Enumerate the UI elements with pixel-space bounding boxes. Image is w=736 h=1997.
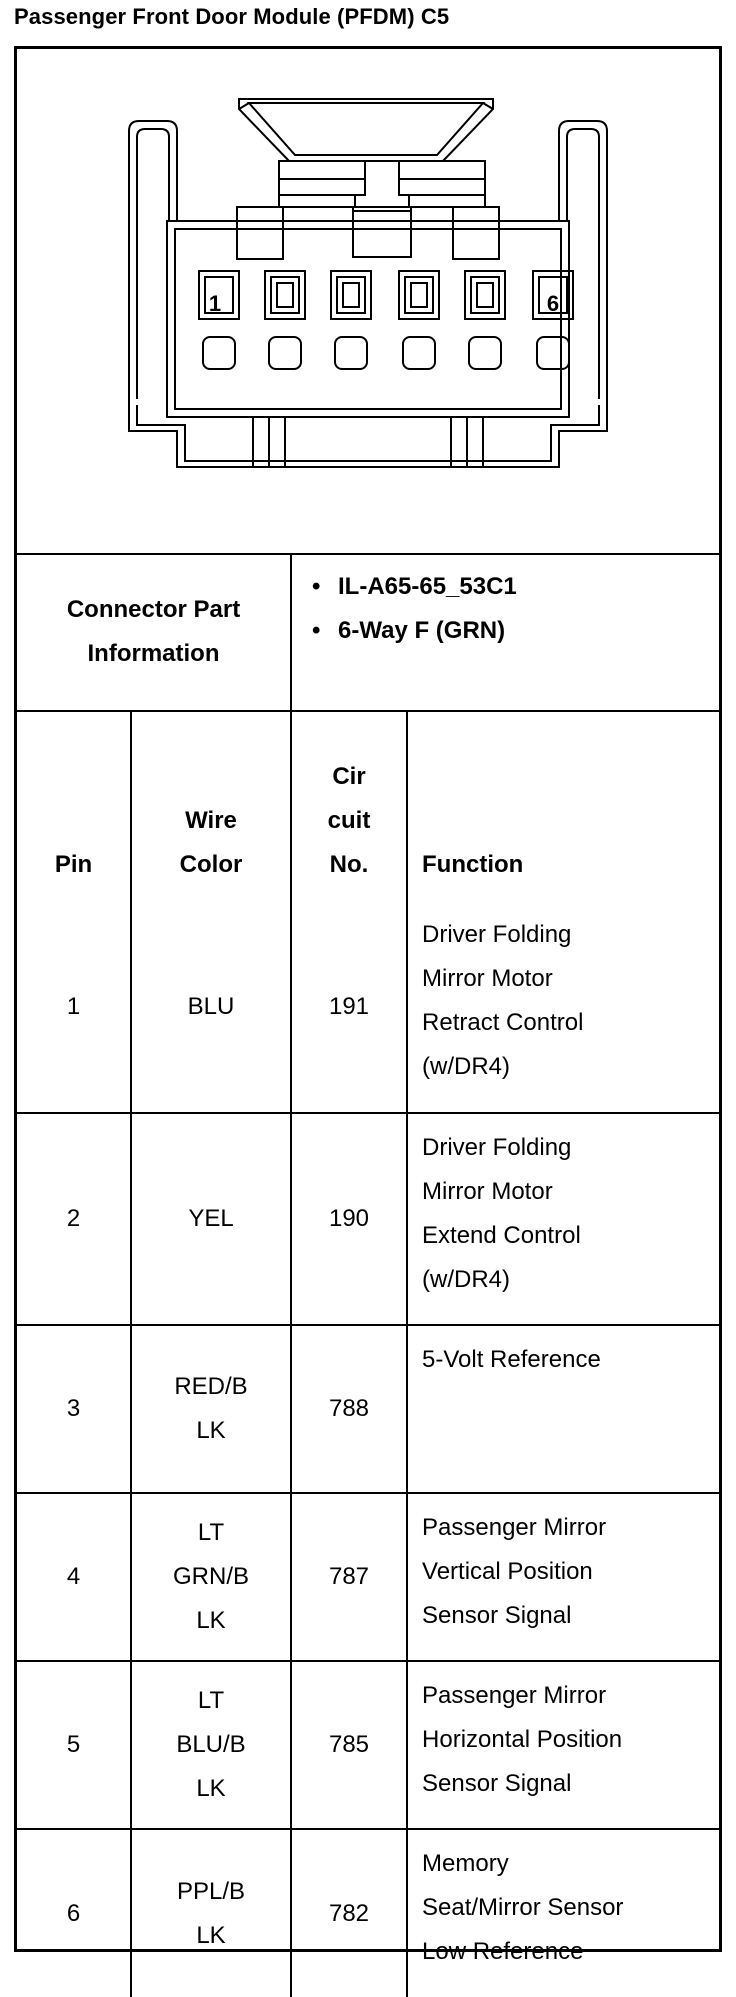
cell-circuit-number: 788: [291, 1325, 407, 1493]
cell-pin: 1: [17, 901, 131, 1113]
header-row: [17, 711, 719, 901]
header-circuit-number: Cir cuit No.: [291, 711, 407, 901]
cell-function: Driver Folding Mirror Motor Extend Control (w/DR4): [407, 1113, 719, 1325]
table-row: [17, 1829, 719, 1997]
cell-function: 5-Volt Reference: [407, 1325, 719, 1493]
terminal-lock-slot: [335, 337, 367, 369]
part-info-item: • IL-A65-65_53C1: [306, 565, 719, 609]
cell-wire-color: YEL: [131, 1113, 291, 1325]
table-row: [17, 1113, 719, 1325]
connector-latch: [239, 99, 493, 161]
page-title: Passenger Front Door Module (PFDM) C5: [14, 4, 450, 29]
table-row: [17, 1493, 719, 1661]
terminal-lock-slot: [469, 337, 501, 369]
connector-face-drawing: [17, 49, 719, 553]
cell-function: Memory Seat/Mirror Sensor Low Reference: [407, 1829, 719, 1997]
cell-pin: 6: [17, 1829, 131, 1997]
cell-wire-color: LT BLU/B LK: [131, 1661, 291, 1829]
cell-circuit-number: 787: [291, 1493, 407, 1661]
part-info-list: [291, 553, 719, 711]
cell-circuit-number: 190: [291, 1113, 407, 1325]
cell-wire-color: LT GRN/B LK: [131, 1493, 291, 1661]
terminal-lock-slot: [537, 337, 569, 369]
pin-cavity-core: [343, 283, 359, 307]
header-function: Function: [407, 711, 719, 901]
cell-function: Passenger Mirror Vertical Position Sensor Signal: [407, 1493, 719, 1661]
cell-circuit-number: 191: [291, 901, 407, 1113]
cell-wire-color: RED/B LK: [131, 1325, 291, 1493]
cell-circuit-number: 785: [291, 1661, 407, 1829]
cell-pin: 2: [17, 1113, 131, 1325]
pinout-table: [17, 553, 719, 1997]
cell-function: Driver Folding Mirror Motor Retract Control (w/DR4): [407, 901, 719, 1113]
terminal-lock-slot: [269, 337, 301, 369]
terminal-lock-slot: [403, 337, 435, 369]
table-row: [17, 1661, 719, 1829]
connector-diagram: [17, 49, 719, 555]
cell-pin: 4: [17, 1493, 131, 1661]
table-row: [17, 1325, 719, 1493]
pin-1-label: 1: [208, 291, 222, 316]
cell-pin: 3: [17, 1325, 131, 1493]
pin-cavity-core: [411, 283, 427, 307]
header-wire-color: Wire Color: [131, 711, 291, 901]
part-info-label: Connector Part Information: [17, 553, 291, 711]
part-info-item: • 6-Way F (GRN): [306, 609, 719, 653]
cell-wire-color: BLU: [131, 901, 291, 1113]
header-pin: Pin: [17, 711, 131, 901]
pin-cavity-core: [277, 283, 293, 307]
cell-function: Passenger Mirror Horizontal Position Sensor Signal: [407, 1661, 719, 1829]
pin-6-label: 6: [546, 291, 560, 316]
cell-circuit-number: 782: [291, 1829, 407, 1997]
connector-table-frame: [14, 46, 722, 1965]
part-info-row: [17, 553, 719, 711]
terminal-lock-slot: [203, 337, 235, 369]
cell-wire-color: PPL/B LK: [131, 1829, 291, 1997]
table-row: [17, 901, 719, 1113]
cell-pin: 5: [17, 1661, 131, 1829]
pin-cavity-core: [477, 283, 493, 307]
